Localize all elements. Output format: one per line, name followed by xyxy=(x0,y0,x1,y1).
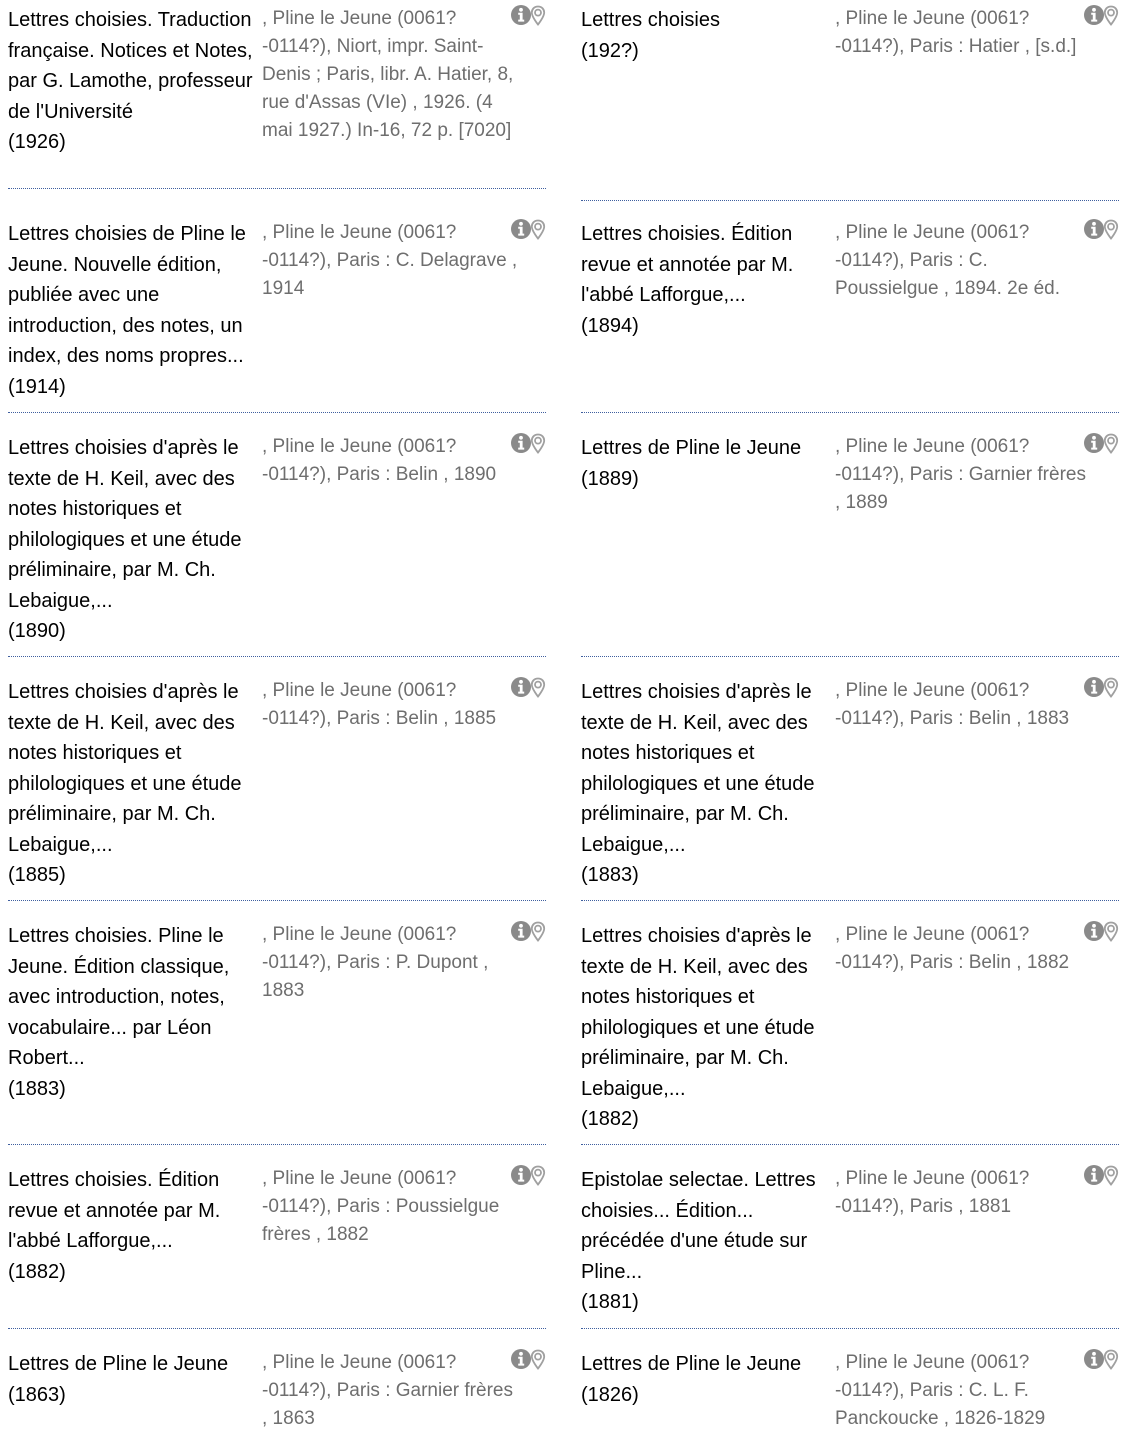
record-actions xyxy=(1083,920,1119,944)
record-year: (1883) xyxy=(581,864,639,886)
location-pin-icon[interactable] xyxy=(532,679,544,697)
record-title-link[interactable] xyxy=(581,1349,831,1410)
record-year: (1926) xyxy=(8,131,66,153)
record-meta: , Pline le Jeune (0061?-0114?), Paris : Belin , 1885 xyxy=(262,680,497,729)
location-pin-icon[interactable] xyxy=(532,435,544,453)
location-pin-icon[interactable] xyxy=(1105,1167,1117,1185)
record-actions xyxy=(510,920,546,944)
record-title[interactable]: Lettres choisies d'après le texte de H. Keil, avec des notes historiques et philologiques et une étude préliminaire, par M. Ch. Lebaigue,... xyxy=(581,681,815,856)
record-meta: , Pline le Jeune (0061?-0114?), Paris : Garnier frères , 1863 xyxy=(262,1352,513,1429)
location-pin-icon[interactable] xyxy=(532,1167,544,1185)
record-year: (1894) xyxy=(581,314,639,337)
location-pin-icon[interactable] xyxy=(532,7,544,25)
record-title[interactable]: Lettres choisies. Traduction française. Notices et Notes, par G. Lamothe, professeur de l'Université xyxy=(8,9,253,123)
record-meta: , Pline le Jeune (0061?-0114?), Paris : Garnier frères , 1889 xyxy=(835,436,1086,513)
record-year: (1914) xyxy=(8,375,66,398)
location-pin-icon[interactable] xyxy=(1105,221,1117,239)
info-icon[interactable] xyxy=(511,1165,531,1185)
info-icon[interactable] xyxy=(1084,219,1104,239)
record-title[interactable]: Lettres choisies d'après le texte de H. Keil, avec des notes historiques et philologiques et une étude préliminaire, par M. Ch. Lebaigue,... xyxy=(8,437,242,612)
location-pin-icon[interactable] xyxy=(1105,923,1117,941)
record-title[interactable]: Lettres de Pline le Jeune xyxy=(581,437,802,459)
record-year: (1826) xyxy=(581,1383,639,1406)
record-actions xyxy=(1083,1348,1119,1372)
location-pin-icon[interactable] xyxy=(1105,1351,1117,1369)
record-year: (192?) xyxy=(581,39,639,62)
record-title[interactable]: Lettres choisies de Pline le Jeune. Nouvelle édition, publiée avec une introduction, des notes, un index, des noms propres... xyxy=(8,223,246,367)
record-title-link[interactable] xyxy=(581,921,831,1135)
info-icon[interactable] xyxy=(511,921,531,941)
location-pin-icon[interactable] xyxy=(1105,7,1117,25)
record-year: (1882) xyxy=(8,1260,66,1283)
record-meta: , Pline le Jeune (0061?-0114?), Paris : Belin , 1882 xyxy=(835,924,1070,973)
record-title-link[interactable] xyxy=(8,921,258,1104)
record-meta: , Pline le Jeune (0061?-0114?), Paris : C. Delagrave , 1914 xyxy=(262,222,518,299)
record-year: (1883) xyxy=(8,1077,66,1100)
info-icon[interactable] xyxy=(1084,921,1104,941)
info-icon[interactable] xyxy=(1084,433,1104,453)
record-actions xyxy=(1083,4,1119,28)
info-icon[interactable] xyxy=(511,5,531,25)
record-actions xyxy=(1083,218,1119,242)
record-year: (1889) xyxy=(581,467,639,490)
record-title-link[interactable] xyxy=(581,5,831,66)
record-actions xyxy=(1083,432,1119,456)
record-title-link[interactable] xyxy=(581,1165,831,1318)
record-title-link[interactable] xyxy=(581,219,831,341)
record-title[interactable]: Lettres choisies d'après le texte de H. Keil, avec des notes historiques et philologiques et une étude préliminaire, par M. Ch. Lebaigue,... xyxy=(581,925,815,1100)
record-meta: , Pline le Jeune (0061?-0114?), Paris , 1881 xyxy=(835,1168,1030,1217)
record-meta: , Pline le Jeune (0061?-0114?), Paris : C. Poussielgue , 1894. 2e éd. xyxy=(835,222,1061,299)
result-record xyxy=(581,1160,1119,1329)
record-title[interactable]: Lettres choisies xyxy=(581,9,720,31)
record-title[interactable]: Lettres de Pline le Jeune xyxy=(8,1353,229,1375)
result-record xyxy=(581,0,1119,201)
record-title-link[interactable] xyxy=(8,1165,258,1287)
record-meta: , Pline le Jeune (0061?-0114?), Paris : Belin , 1883 xyxy=(835,680,1070,729)
record-meta: , Pline le Jeune (0061?-0114?), Niort, impr. Saint-Denis ; Paris, libr. A. Hatier, 8, rue d'Assas (VIe) , 1926. (4 mai 1927.) In-16, 72 p. [7020] xyxy=(262,8,514,141)
record-actions xyxy=(510,1164,546,1188)
info-icon[interactable] xyxy=(1084,5,1104,25)
record-title-link[interactable] xyxy=(8,219,258,402)
location-pin-icon[interactable] xyxy=(532,221,544,239)
info-icon[interactable] xyxy=(511,433,531,453)
record-title-link[interactable] xyxy=(8,5,258,158)
record-meta: , Pline le Jeune (0061?-0114?), Paris : Hatier , [s.d.] xyxy=(835,8,1077,57)
result-record xyxy=(581,214,1119,413)
result-record xyxy=(8,0,546,189)
record-year: (1881) xyxy=(581,1291,639,1313)
location-pin-icon[interactable] xyxy=(1105,435,1117,453)
record-year: (1885) xyxy=(8,864,66,886)
record-year: (1863) xyxy=(8,1383,66,1406)
record-title-link[interactable] xyxy=(8,433,258,647)
record-actions xyxy=(510,4,546,28)
result-record xyxy=(8,916,546,1145)
record-actions xyxy=(510,218,546,242)
record-actions xyxy=(510,676,546,700)
result-record xyxy=(8,428,546,657)
record-title[interactable]: Lettres choisies. Pline le Jeune. Édition classique, avec introduction, notes, vocabulaire... par Léon Robert... xyxy=(8,925,230,1069)
location-pin-icon[interactable] xyxy=(532,923,544,941)
record-meta: , Pline le Jeune (0061?-0114?), Paris : C. L. F. Panckoucke , 1826-1829 xyxy=(835,1352,1046,1429)
record-year: (1890) xyxy=(8,620,66,642)
result-record xyxy=(8,1344,546,1429)
info-icon[interactable] xyxy=(1084,677,1104,697)
result-record xyxy=(8,214,546,413)
record-title[interactable]: Lettres choisies. Édition revue et annotée par M. l'abbé Lafforgue,... xyxy=(581,223,794,306)
info-icon[interactable] xyxy=(511,1349,531,1369)
result-record xyxy=(581,916,1119,1145)
record-title-link[interactable] xyxy=(8,1349,258,1410)
record-meta: , Pline le Jeune (0061?-0114?), Paris : Belin , 1890 xyxy=(262,436,497,485)
result-record xyxy=(581,428,1119,657)
record-title-link[interactable] xyxy=(581,433,831,494)
result-record xyxy=(8,672,546,901)
record-title[interactable]: Lettres choisies d'après le texte de H. Keil, avec des notes historiques et philologiques et une étude préliminaire, par M. Ch. Lebaigue,... xyxy=(8,681,242,856)
location-pin-icon[interactable] xyxy=(1105,679,1117,697)
info-icon[interactable] xyxy=(511,219,531,239)
result-record xyxy=(8,1160,546,1329)
record-title-link[interactable] xyxy=(8,677,258,891)
record-year: (1882) xyxy=(581,1108,639,1130)
record-actions xyxy=(1083,676,1119,700)
info-icon[interactable] xyxy=(1084,1349,1104,1369)
location-pin-icon[interactable] xyxy=(532,1351,544,1369)
result-record xyxy=(581,672,1119,901)
record-actions xyxy=(1083,1164,1119,1188)
record-meta: , Pline le Jeune (0061?-0114?), Paris : Poussielgue frères , 1882 xyxy=(262,1168,500,1245)
info-icon[interactable] xyxy=(511,677,531,697)
record-title[interactable]: Lettres de Pline le Jeune xyxy=(581,1353,802,1375)
result-record xyxy=(581,1344,1119,1429)
record-actions xyxy=(510,1348,546,1372)
record-actions xyxy=(510,432,546,456)
record-title-link[interactable] xyxy=(581,677,831,891)
record-title[interactable]: Lettres choisies. Édition revue et annotée par M. l'abbé Lafforgue,... xyxy=(8,1169,221,1252)
record-meta: , Pline le Jeune (0061?-0114?), Paris : P. Dupont , 1883 xyxy=(262,924,489,1001)
info-icon[interactable] xyxy=(1084,1165,1104,1185)
record-title[interactable]: Epistolae selectae. Lettres choisies... Édition... précédée d'une étude sur Pline... xyxy=(581,1169,816,1283)
